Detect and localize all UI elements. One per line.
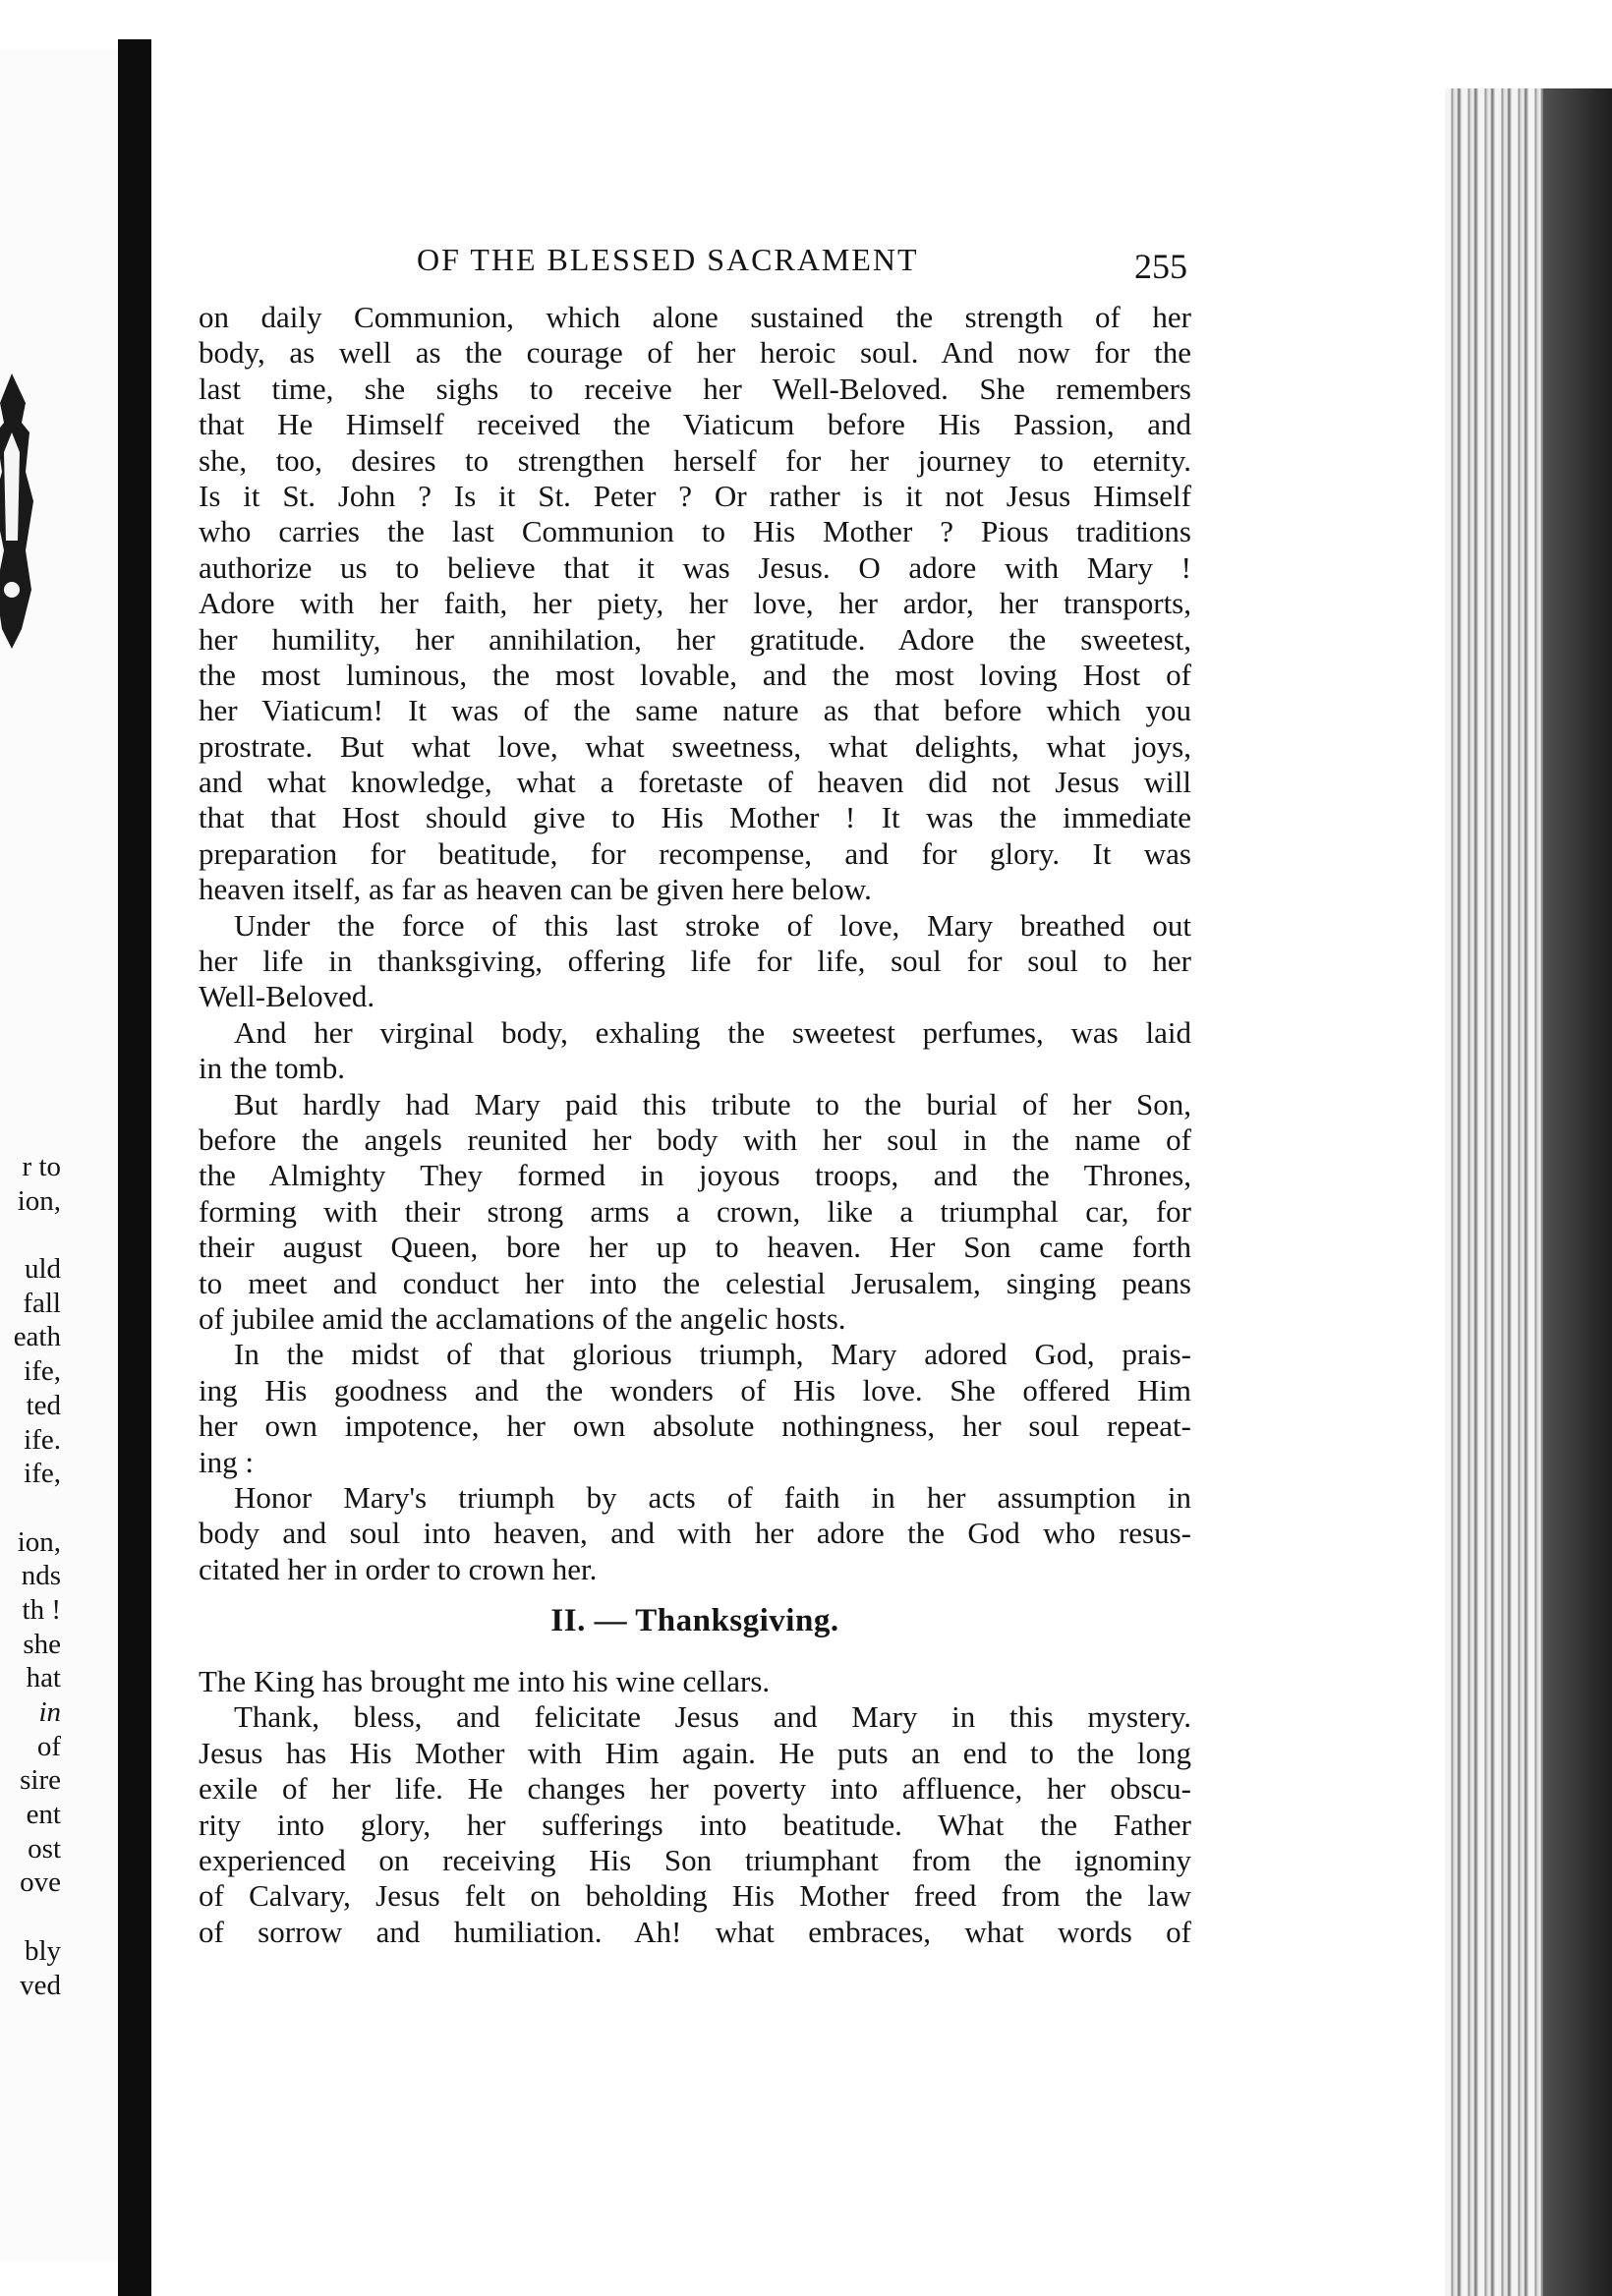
facing-page-line: ife, — [24, 1355, 61, 1388]
text-line: of sorrow and humiliation. Ah! what embraces, what words of — [199, 1914, 1191, 1949]
text-line: But hardly had Mary paid this tribute to the burial of her Son, — [234, 1086, 1191, 1121]
facing-page-line: in — [38, 1696, 61, 1728]
text-line: Adore with her faith, her piety, her love, her ardor, her transports, — [199, 586, 1191, 621]
facing-page-line — [0, 1491, 61, 1525]
text-line: exile of her life. He changes her poverty into affluence, her obscu- — [199, 1771, 1191, 1807]
text-line: Jesus has His Mother with Him again. He puts an end to the long — [199, 1735, 1191, 1770]
running-head — [151, 234, 1445, 293]
page-number: 255 — [1134, 247, 1187, 286]
text-line: prostrate. But what love, what sweetness, what delights, what joys, — [199, 728, 1191, 764]
text-line: her own impotence, her own absolute nothingness, her soul repeat- — [199, 1408, 1191, 1444]
facing-page-line: ove — [20, 1866, 61, 1899]
text-line: Well-Beloved. — [199, 979, 375, 1014]
text-line: the Almighty They formed in joyous troops, and the Thrones, — [199, 1158, 1191, 1193]
text-line: to meet and conduct her into the celestial Jerusalem, singing peans — [199, 1265, 1191, 1300]
book-gutter — [118, 39, 151, 2296]
facing-page-line: ion, — [17, 1184, 61, 1217]
text-line: that He Himself received the Viaticum before His Passion, and — [199, 407, 1191, 442]
facing-page-line: ife. — [24, 1423, 61, 1456]
text-line: Thank, bless, and felicitate Jesus and Mary in this mystery. — [234, 1699, 1191, 1735]
facing-page-line: fall — [23, 1287, 61, 1319]
text-line: authorize us to believe that it was Jesus. O adore with Mary ! — [199, 549, 1191, 585]
facing-page-line: nds — [21, 1560, 61, 1592]
text-line: In the midst of that glorious triumph, Mary adored God, prais- — [234, 1337, 1191, 1372]
text-line: of jubilee amid the acclamations of the angelic hosts. — [199, 1300, 846, 1336]
facing-page-line: ted — [26, 1389, 61, 1421]
text-line: in the tomb. — [199, 1051, 345, 1086]
text-line: the most luminous, the most lovable, and the most loving Host of — [199, 657, 1191, 692]
text-line: her life in thanksgiving, offering life for life, soul for soul to her — [199, 944, 1191, 979]
ornament-image — [0, 364, 41, 659]
facing-page-line: eath — [13, 1321, 61, 1353]
body-text — [199, 300, 1191, 1950]
text-line: citated her in order to crown her. — [199, 1551, 598, 1586]
text-line: her humility, her annihilation, her gratitude. Adore the sweetest, — [199, 621, 1191, 657]
section-heading: II. — Thanksgiving. — [550, 1603, 839, 1639]
facing-page-fragment — [0, 49, 118, 2261]
facing-page-line — [0, 1218, 61, 1252]
text-line: Under the force of this last stroke of love, Mary breathed out — [234, 907, 1191, 943]
facing-page-line: ost — [28, 1832, 61, 1865]
text-line: forming with their strong arms a crown, like a triumphal car, for — [199, 1193, 1191, 1229]
facing-page-line: ion, — [17, 1525, 61, 1558]
text-line: on daily Communion, which alone sustained the strength of her — [199, 300, 1191, 334]
text-line: body and soul into heaven, and with her adore the God who resus- — [199, 1516, 1191, 1551]
text-line: ing : — [199, 1444, 254, 1479]
text-line: their august Queen, bore her up to heaven. Her Son came forth — [199, 1230, 1191, 1265]
page-edge-shadow — [1543, 88, 1612, 2296]
text-line: rity into glory, her sufferings into beatitude. What the Father — [199, 1807, 1191, 1842]
text-line: she, too, desires to strengthen herself for her journey to eternity. — [199, 442, 1191, 478]
text-line: Is it St. John ? Is it St. Peter ? Or rather is it not Jesus Himself — [199, 478, 1191, 513]
facing-page-line: ent — [26, 1799, 61, 1831]
facing-page-line: she — [23, 1628, 61, 1660]
text-line: experienced on receiving His Son triumphant from the ignominy — [199, 1843, 1191, 1878]
facing-page-line — [0, 1900, 61, 1934]
page-edge-stack — [1445, 88, 1612, 2296]
facing-page-line: sire — [20, 1764, 61, 1797]
text-line: her Viaticum! It was of the same nature as that before which you — [199, 693, 1191, 728]
text-line: Honor Mary's triumph by acts of faith in her assumption in — [234, 1479, 1191, 1515]
text-line: And her virginal body, exhaling the sweetest perfumes, was laid — [234, 1014, 1191, 1050]
text-line: that that Host should give to His Mother ! It was the immediate — [199, 800, 1191, 835]
text-line: of Calvary, Jesus felt on beholding His Mother freed from the law — [199, 1878, 1191, 1914]
facing-page-line: th ! — [22, 1593, 61, 1626]
facing-page-line: ved — [20, 1969, 61, 2001]
text-line: and what knowledge, what a foretaste of heaven did not Jesus will — [199, 765, 1191, 800]
text-line: body, as well as the courage of her heroic soul. And now for the — [199, 335, 1191, 371]
running-head-title: OF THE BLESSED SACRAMENT — [417, 242, 919, 277]
facing-page-line: hat — [26, 1662, 61, 1694]
facing-page-line: uld — [24, 1253, 61, 1286]
book-page — [151, 39, 1445, 2296]
text-line: who carries the last Communion to His Mother ? Pious traditions — [199, 514, 1191, 549]
text-line: before the angels reunited her body with her soul in the name of — [199, 1121, 1191, 1157]
text-line: preparation for beatitude, for recompense, and for glory. It was — [199, 835, 1191, 871]
heading-spacer — [199, 1648, 1191, 1664]
facing-page-line: r to — [22, 1151, 61, 1182]
facing-page-line: ife, — [24, 1458, 61, 1490]
text-line: ing His goodness and the wonders of His love. She offered Him — [199, 1372, 1191, 1407]
facing-page-line: bly — [24, 1934, 61, 1967]
text-line: heaven itself, as far as heaven can be given here below. — [199, 872, 872, 907]
facing-page-line: of — [36, 1730, 61, 1762]
facing-page-text — [0, 1150, 61, 2002]
text-line: The King has brought me into his wine cellars. — [199, 1664, 771, 1699]
text-line: last time, she sighs to receive her Well-Beloved. She remembers — [199, 371, 1191, 406]
